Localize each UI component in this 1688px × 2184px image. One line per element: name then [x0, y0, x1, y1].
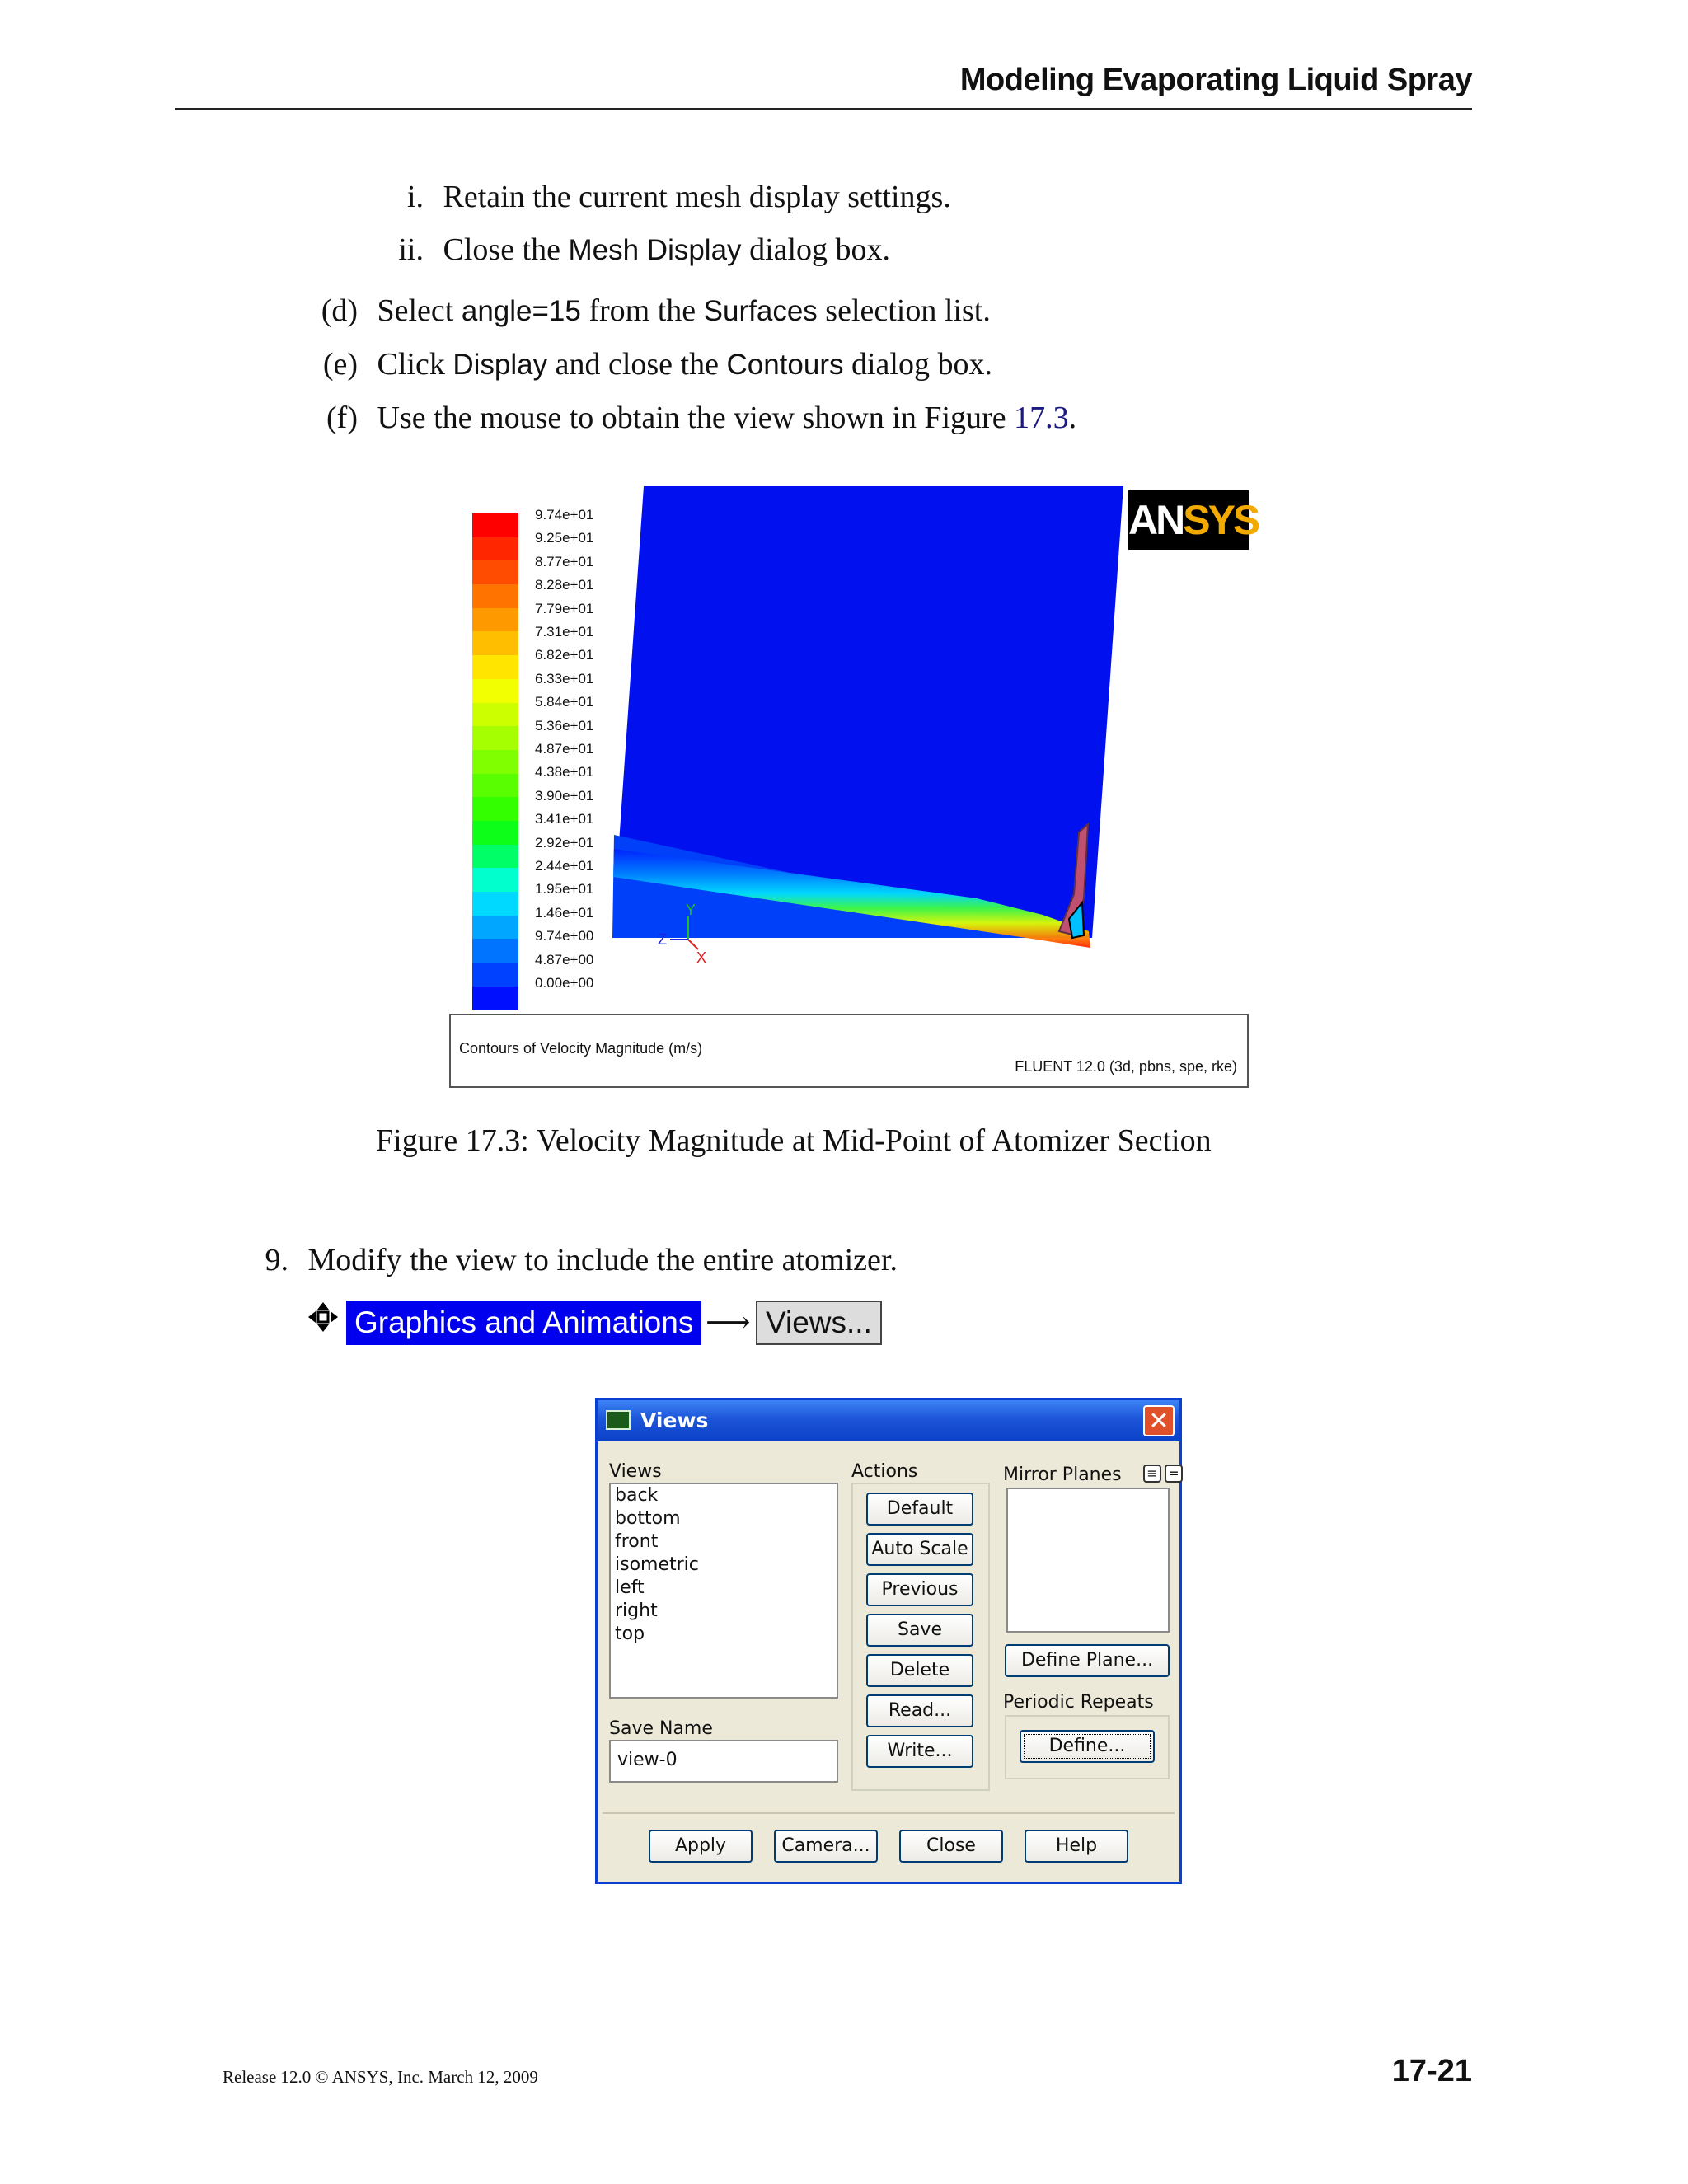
- colorbar-label: 0.00e+00: [535, 975, 594, 991]
- colorbar-label: 1.95e+01: [535, 881, 594, 898]
- dialog-titlebar[interactable]: [598, 1400, 1179, 1441]
- action-button-read[interactable]: Read...: [866, 1694, 973, 1727]
- periodic-repeats-label: Periodic Repeats: [1003, 1692, 1154, 1713]
- colorbar-swatch: [472, 868, 518, 892]
- fluent-version: FLUENT 12.0 (3d, pbns, spe, rke): [1015, 1058, 1237, 1075]
- step-e-mid: and close the: [547, 347, 727, 382]
- colorbar-swatch: [472, 892, 518, 916]
- header-rule: [175, 108, 1472, 110]
- colorbar-label: 4.87e+01: [535, 741, 594, 757]
- colorbar-swatch: [472, 679, 518, 703]
- move-arrows-icon: [307, 1301, 340, 1333]
- colorbar: [472, 513, 518, 1010]
- app-icon: [606, 1410, 631, 1430]
- step-ii-post: dialog box.: [741, 232, 891, 267]
- ui-angle-15: angle=15: [461, 295, 581, 327]
- colorbar-label: 7.79e+01: [535, 600, 594, 616]
- colorbar-label: 2.44e+01: [535, 858, 594, 874]
- action-button-previous[interactable]: Previous: [866, 1573, 973, 1606]
- colorbar-label: 9.25e+01: [535, 530, 594, 546]
- dialog-title: Views: [640, 1408, 709, 1432]
- step-e-pre: Click: [377, 347, 453, 382]
- colorbar-swatch: [472, 513, 518, 537]
- save-name-label: Save Name: [609, 1718, 713, 1739]
- step-d-pre: Select: [377, 293, 462, 328]
- dialog-button-apply[interactable]: Apply: [649, 1830, 753, 1863]
- actions-label: Actions: [851, 1461, 918, 1482]
- view-list-item[interactable]: top: [615, 1624, 645, 1644]
- view-list-item[interactable]: right: [615, 1601, 658, 1621]
- menu-graphics-and-animations[interactable]: Graphics and Animations: [346, 1301, 701, 1345]
- colorbar-swatch: [472, 560, 518, 584]
- step-f-pre: Use the mouse to obtain the view shown in Figure: [377, 401, 1015, 435]
- action-button-write[interactable]: Write...: [866, 1735, 973, 1768]
- contour-title: Contours of Velocity Magnitude (m/s): [459, 1040, 703, 1057]
- step-d-mid: from the: [580, 293, 704, 328]
- colorbar-label: 5.36e+01: [535, 717, 594, 733]
- colorbar-label: 4.38e+01: [535, 764, 594, 780]
- deselect-all-icon[interactable]: =: [1165, 1465, 1183, 1483]
- page-number: 17-21: [1391, 2054, 1472, 2088]
- action-button-save[interactable]: Save: [866, 1614, 973, 1647]
- views-list[interactable]: [609, 1483, 838, 1699]
- colorbar-label: 8.77e+01: [535, 553, 594, 569]
- colorbar-label: 9.74e+00: [535, 928, 594, 944]
- ui-mesh-display: Mesh Display: [568, 234, 742, 266]
- axis-x-line: [688, 940, 698, 949]
- colorbar-swatch: [472, 916, 518, 940]
- step-e-post: dialog box.: [843, 347, 992, 382]
- colorbar-label: 6.82e+01: [535, 647, 594, 663]
- dialog-separator: [603, 1812, 1175, 1814]
- dialog-button-help[interactable]: Help: [1025, 1830, 1128, 1863]
- step-f-label: (f): [326, 401, 358, 435]
- colorbar-label: 8.28e+01: [535, 577, 594, 593]
- colorbar-label: 3.90e+01: [535, 787, 594, 804]
- view-list-item[interactable]: left: [615, 1577, 645, 1598]
- figure-ref-link[interactable]: 17.3: [1014, 401, 1069, 435]
- step-d-label: (d): [321, 293, 358, 328]
- colorbar-swatch: [472, 987, 518, 1010]
- menu-arrow: ⟶: [706, 1305, 751, 1340]
- step-9: [264, 1241, 898, 1279]
- step-d: [313, 292, 991, 330]
- colorbar-label: 2.92e+01: [535, 834, 594, 851]
- colorbar-label: 7.31e+01: [535, 624, 594, 640]
- colorbar-swatch: [472, 939, 518, 963]
- define-button[interactable]: Define...: [1020, 1730, 1155, 1763]
- views-dialog: [595, 1398, 1182, 1884]
- select-all-icon[interactable]: ≡: [1143, 1465, 1161, 1483]
- menu-views-button[interactable]: Views...: [756, 1301, 882, 1345]
- colorbar-label: 3.41e+01: [535, 811, 594, 827]
- running-header-title: Modeling Evaporating Liquid Spray: [959, 63, 1472, 97]
- colorbar-label: 4.87e+00: [535, 951, 594, 968]
- step-ii-pre: Close the: [443, 232, 569, 267]
- mirror-planes-label: Mirror Planes: [1003, 1465, 1122, 1485]
- colorbar-swatch: [472, 750, 518, 774]
- release-footer: Release 12.0 © ANSYS, Inc. March 12, 2009: [223, 2067, 538, 2087]
- colorbar-swatch: [472, 537, 518, 561]
- step-f: [313, 399, 1076, 437]
- define-plane-button[interactable]: Define Plane...: [1005, 1644, 1170, 1677]
- ansys-logo: ANSYS: [1128, 490, 1249, 550]
- colorbar-swatch: [472, 797, 518, 821]
- view-list-item[interactable]: bottom: [615, 1508, 681, 1529]
- dialog-button-close[interactable]: Close: [899, 1830, 1003, 1863]
- step-ii: [387, 231, 890, 269]
- view-list-item[interactable]: back: [615, 1485, 659, 1506]
- colorbar-swatch: [472, 963, 518, 987]
- close-icon[interactable]: ✕: [1143, 1405, 1175, 1436]
- colorbar-swatch: [472, 821, 518, 845]
- step-e: [313, 345, 992, 384]
- axis-y-label: Y: [686, 902, 696, 918]
- colorbar-swatch: [472, 774, 518, 798]
- step-9-label: 9.: [265, 1243, 288, 1277]
- colorbar-label: 1.46e+01: [535, 904, 594, 921]
- colorbar-label: 6.33e+01: [535, 670, 594, 687]
- action-button-delete[interactable]: Delete: [866, 1654, 973, 1687]
- step-i-text: Retain the current mesh display settings.: [443, 180, 951, 214]
- views-label: Views: [609, 1461, 662, 1482]
- step-ii-label: ii.: [398, 232, 424, 267]
- action-button-default[interactable]: Default: [866, 1493, 973, 1526]
- colorbar-swatch: [472, 703, 518, 727]
- ui-display: Display: [452, 349, 548, 381]
- ui-surfaces: Surfaces: [703, 295, 818, 327]
- step-f-post: .: [1068, 401, 1077, 435]
- step-9-text: Modify the view to include the entire atomizer.: [307, 1243, 898, 1277]
- step-e-label: (e): [322, 347, 358, 382]
- colorbar-swatch: [472, 631, 518, 655]
- save-name-input[interactable]: view-0: [609, 1740, 838, 1783]
- step-d-post: selection list.: [817, 293, 991, 328]
- view-list-item[interactable]: front: [615, 1531, 659, 1552]
- action-button-auto-scale[interactable]: Auto Scale: [866, 1533, 973, 1566]
- axis-z-label: Z: [658, 931, 667, 948]
- ui-contours: Contours: [726, 349, 844, 381]
- step-i-label: i.: [406, 180, 424, 214]
- colorbar-label: 9.74e+01: [535, 507, 594, 523]
- colorbar-swatch: [472, 845, 518, 869]
- colorbar-swatch: [472, 584, 518, 608]
- colorbar-label: 5.84e+01: [535, 694, 594, 710]
- figure-info-box: [449, 1014, 1249, 1088]
- colorbar-swatch: [472, 655, 518, 679]
- figure-caption: Figure 17.3: Velocity Magnitude at Mid-Point of Atomizer Section: [376, 1123, 1212, 1158]
- colorbar-swatch: [472, 608, 518, 632]
- step-i: [387, 178, 951, 216]
- velocity-contour-figure: [449, 486, 1259, 1086]
- colorbar-swatch: [472, 726, 518, 750]
- axis-x-label: X: [696, 949, 707, 966]
- dialog-button-camera[interactable]: Camera...: [774, 1830, 878, 1863]
- view-list-item[interactable]: isometric: [615, 1554, 699, 1575]
- mirror-planes-list[interactable]: [1006, 1488, 1170, 1633]
